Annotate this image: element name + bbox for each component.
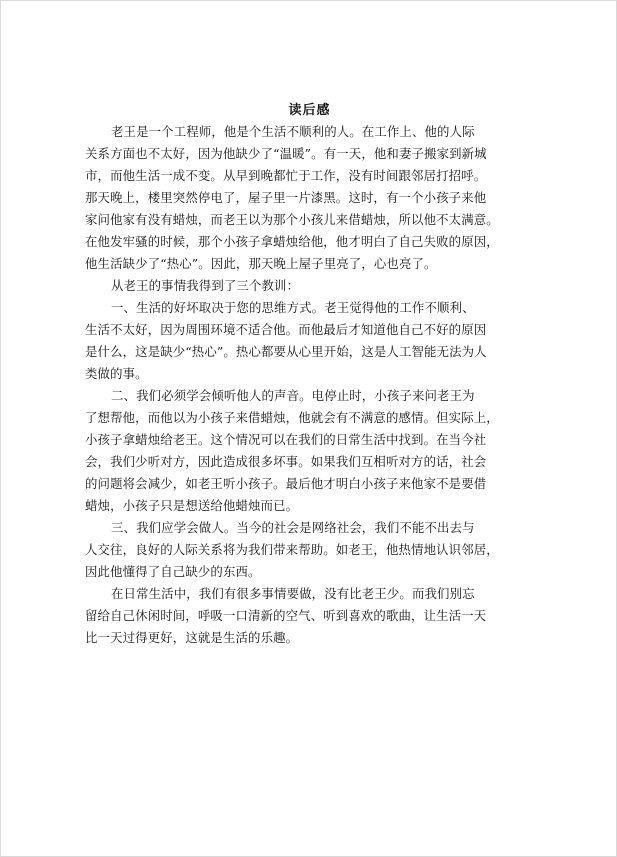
paragraph-line: 的问题将会减少，如老王听小孩子。最后他才明白小孩子来他家不是要借 — [85, 476, 487, 491]
paragraph-first-line: 一、生活的好坏取决于您的思维方式。老王觉得他的工作不顺利、 — [111, 300, 475, 315]
paragraph — [85, 583, 543, 649]
paragraph — [85, 385, 543, 517]
paragraph-line: 类做的事。 — [85, 366, 148, 381]
paragraph-first-line: 老王是一个工程师，他是个生活不顺利的人。在工作上、他的人际 — [111, 124, 475, 139]
paragraph-line: 因此他懂得了自己缺少的东西。 — [85, 564, 261, 579]
paragraph — [85, 517, 543, 583]
paragraph-line: 他生活缺少了“热心”。因此，那天晚上屋子里亮了，心也亮了。 — [85, 256, 437, 271]
paragraph-line: 生活不太好，因为周围环境不适合他。而他最后才知道他自己不好的原因 — [85, 322, 487, 337]
paragraph-first-line: 在日常生活中，我们有很多事情要做，没有比老王少。而我们别忘 — [111, 586, 475, 601]
paragraph-line: 那天晚上，楼里突然停电了，屋子里一片漆黑。这时，有一个小孩子来他 — [85, 190, 487, 205]
paragraph-line: 小孩子拿蜡烛给老王。这个情况可以在我们的日常生活中找到。在当今社 — [85, 432, 487, 447]
paragraph-line: 家问他家有没有蜡烛，而老王以为那个小孩儿来借蜡烛，所以他不太满意。 — [85, 212, 499, 227]
paragraph-line: 了想帮他，而他以为小孩子来借蜡烛，他就会有不满意的感情。但实际上， — [85, 410, 499, 425]
paragraph-line: 市，而他生活一成不变。从早到晚都忙于工作，没有时间跟邻居打招呼。 — [85, 168, 487, 183]
document-body — [85, 121, 543, 649]
paragraph-line: 蜡烛，小孩子只是想送给他蜡烛而已。 — [85, 498, 299, 513]
paragraph — [85, 121, 543, 275]
paragraph-line: 在他发牢骚的时候，那个小孩子拿蜡烛给他，他才明白了自己失败的原因， — [85, 234, 499, 249]
paragraph-line: 比一天过得更好，这就是生活的乐趣。 — [85, 630, 299, 645]
paragraph-line: 是什么，这是缺少“热心”。热心都要从心里开始，这是人工智能无法为人 — [85, 344, 487, 359]
paragraph-line: 留给自己休闲时间，呼吸一口清新的空气、听到喜欢的歌曲，让生活一天 — [85, 608, 487, 623]
paragraph-line: 人交往，良好的人际关系将为我们带来帮助。如老王，他热情地认识邻居， — [85, 542, 499, 557]
paragraph — [85, 297, 543, 385]
paragraph-first-line: 二、我们必须学会倾听他人的声音。电停止时，小孩子来问老王为 — [111, 388, 475, 403]
paragraph-first-line: 三、我们应学会做人。当今的社会是网络社会，我们不能不出去与 — [111, 520, 475, 535]
paragraph-first-line: 从老王的事情我得到了三个教训： — [111, 278, 300, 293]
paragraph — [85, 275, 543, 297]
paragraph-line: 关系方面也不太好，因为他缺少了“温暖”。有一天，他和妻子搬家到新城 — [85, 146, 487, 161]
document-title: 读后感 — [288, 103, 331, 118]
paragraph-line: 会，我们少听对方，因此造成很多坏事。如果我们互相听对方的话，社会 — [85, 454, 487, 469]
